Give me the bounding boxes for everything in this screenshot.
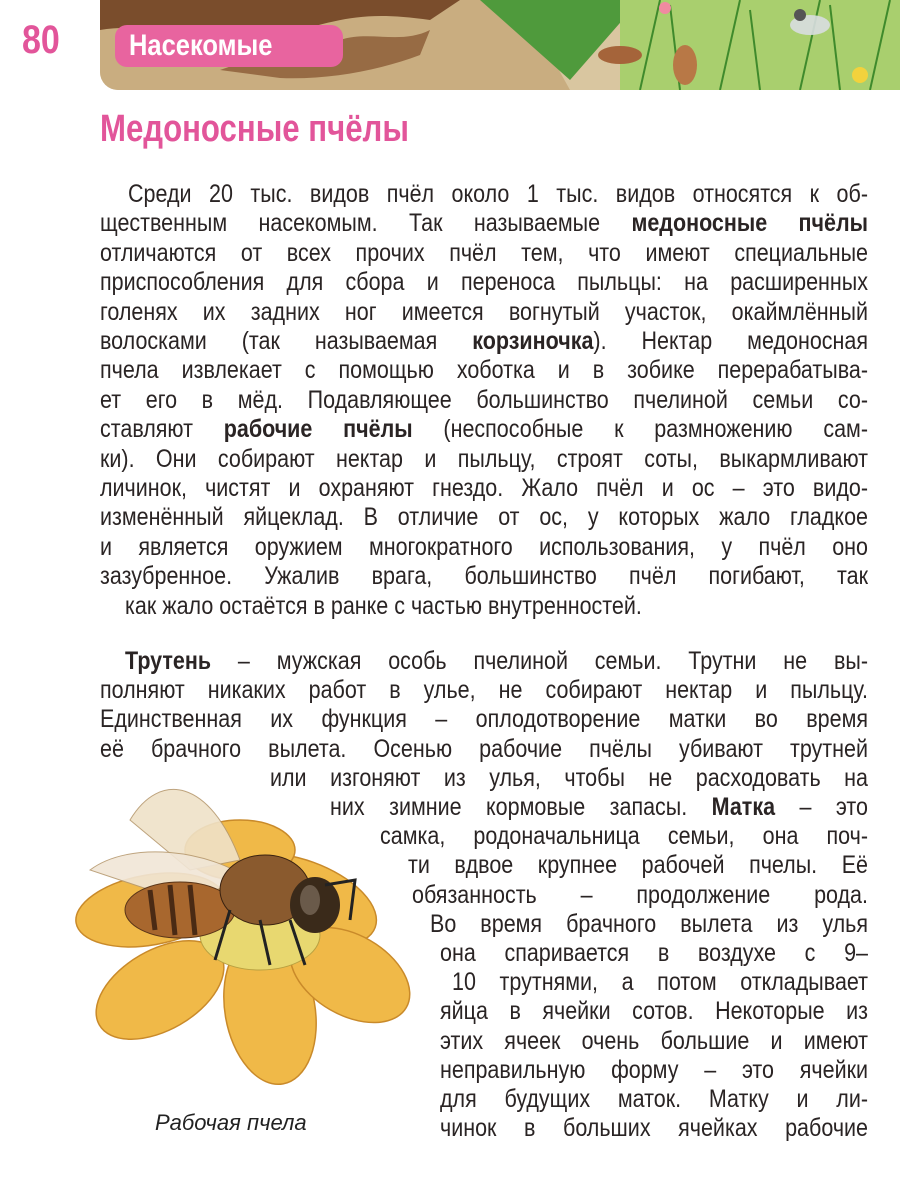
text-line — [125, 646, 868, 676]
bold-term: Трутень — [125, 647, 212, 675]
text-segment: обязанность – продолжение рода. — [412, 880, 868, 909]
text-segment: ет его в мёд. Подавляющее большинство пчелиной семьи со- — [100, 385, 868, 414]
text-segment: (неспособные к размножению сам- — [412, 415, 868, 444]
text-segment: голенях их задних ног имеется вогнутый участок, окаймлённый — [100, 297, 868, 326]
text-line — [100, 444, 868, 474]
text-line — [100, 297, 868, 327]
text-line — [125, 591, 868, 621]
text-segment: она спаривается в воздухе с 9– — [440, 939, 868, 967]
text-line — [452, 967, 868, 997]
text-segment: яйца в ячейки сотов. Некоторые из — [440, 997, 868, 1026]
text-segment: Во время брачного вылета из улья — [430, 909, 868, 938]
text-line — [440, 1055, 868, 1085]
text-segment: изменённый яйцеклад. В отличие от ос, у которых жало гладкое — [100, 503, 868, 532]
page-title: Медоносные пчёлы — [100, 108, 409, 150]
page-number: 80 — [22, 18, 60, 62]
section-badge — [115, 25, 343, 67]
text-line — [440, 1113, 868, 1143]
text-line — [100, 502, 868, 532]
text-segment: её брачного вылета. Осенью рабочие пчёлы убивают трутней — [100, 734, 868, 763]
text-segment: этих ячеек очень большие и имеют — [440, 1026, 868, 1055]
text-segment: полняют никаких работ в улье, не собирают нектар и пыльцу. — [100, 676, 868, 705]
text-segment: – мужская особь пчелиной семьи. Трутни не вы- — [211, 647, 868, 675]
text-line — [128, 179, 868, 209]
text-line — [440, 1084, 868, 1114]
figure-caption: Рабочая пчела — [155, 1110, 307, 1135]
text-segment: пчела извлекает с помощью хоботка и в зобике перерабатыва- — [100, 356, 868, 385]
bold-term: корзиночка — [472, 327, 594, 355]
text-segment: ки). Они собирают нектар и пыльцу, строят соты, выкармливают — [100, 444, 868, 473]
bee-on-flower-image — [70, 760, 420, 1100]
bold-term: медоносные пчёлы — [631, 209, 868, 238]
text-segment: или изгоняют из улья, чтобы не расходовать на — [270, 763, 868, 792]
text-line — [440, 1026, 868, 1056]
text-segment: как жало остаётся в ранке с частью внутренностей. — [125, 591, 642, 620]
text-segment: отличаются от всех прочих пчёл тем, что имеют специальные — [100, 238, 868, 267]
text-segment: самка, родоначальница семьи, она поч- — [380, 822, 868, 851]
text-segment: ти вдвое крупнее рабочей пчелы. Её — [408, 851, 868, 880]
bold-term: рабочие пчёлы — [223, 415, 413, 444]
text-line — [440, 996, 868, 1026]
text-line — [100, 675, 868, 705]
text-segment: Единственная их функция – оплодотворение матки во время — [100, 705, 868, 734]
text-line — [100, 326, 868, 356]
text-segment: и является оружием многократного использования, у пчёл оно — [100, 532, 868, 561]
text-segment: чинок в больших ячейках рабочие — [440, 1114, 868, 1143]
text-segment: волосками (так называемая — [100, 327, 473, 355]
text-line — [100, 704, 868, 734]
text-line — [100, 267, 868, 297]
text-segment: неправильную форму – это ячейки — [440, 1055, 868, 1084]
text-segment: зазубренное. Ужалив врага, большинство пчёл погибают, так — [100, 562, 868, 591]
text-line — [100, 532, 868, 562]
text-segment: ставляют — [100, 415, 224, 444]
text-segment: Среди 20 тыс. видов пчёл около 1 тыс. видов относятся к об- — [128, 180, 868, 208]
text-line — [100, 385, 868, 415]
text-segment: них зимние кормовые запасы. — [330, 793, 712, 821]
text-line — [430, 909, 868, 939]
text-line — [408, 850, 868, 880]
text-line — [100, 414, 868, 444]
text-line — [100, 473, 868, 503]
worker-bee-illustration — [70, 760, 420, 1100]
text-segment: 10 трутнями, а потом откладывает — [452, 968, 868, 997]
bold-term: Матка — [711, 793, 776, 821]
section-label: Насекомые — [129, 29, 273, 62]
text-line — [412, 880, 868, 910]
text-line — [100, 561, 868, 591]
text-line — [440, 938, 868, 968]
text-segment: щественным насекомым. Так называемые — [100, 209, 632, 238]
text-segment: для будущих маток. Матку и ли- — [440, 1085, 868, 1113]
text-segment: приспособления для сбора и переноса пыльцы: на расширенных — [100, 268, 868, 297]
text-line — [380, 821, 868, 851]
text-line — [100, 238, 868, 268]
text-line — [100, 208, 868, 238]
text-segment: – это — [775, 793, 868, 821]
text-segment: ). Нектар медоносная — [593, 327, 869, 355]
text-line — [100, 355, 868, 385]
text-segment: личинок, чистят и охраняют гнездо. Жало пчёл и ос – это видо- — [100, 474, 868, 502]
